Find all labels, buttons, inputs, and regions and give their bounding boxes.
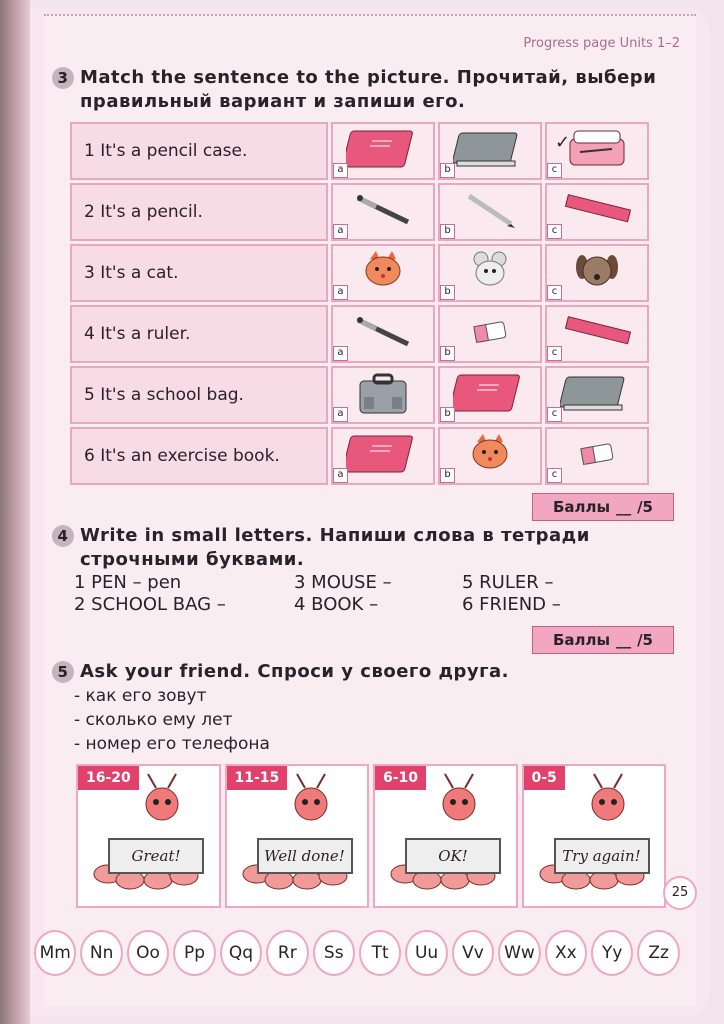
picture-option-c[interactable] xyxy=(545,305,649,363)
alphabet-letter: Tt xyxy=(359,930,401,976)
praise-sign: Great! xyxy=(108,838,204,874)
ex3-number: 3 xyxy=(52,67,74,89)
caterpillar-icon xyxy=(524,766,667,906)
score-panel xyxy=(373,764,518,908)
mouse-icon xyxy=(453,249,527,297)
alphabet-letter: Vv xyxy=(452,930,494,976)
picture-option-c[interactable] xyxy=(545,427,649,485)
score-panel xyxy=(76,764,221,908)
sentence-cell: 4 It's a ruler. xyxy=(70,305,328,363)
match-row xyxy=(70,427,660,485)
eraser-icon xyxy=(453,310,527,358)
picture-option-c[interactable] xyxy=(545,244,649,302)
notebook-icon xyxy=(346,432,420,480)
notebook-icon xyxy=(346,127,420,175)
score-panel xyxy=(225,764,370,908)
alphabet-letter: Mm xyxy=(34,930,76,976)
picture-option-b[interactable] xyxy=(438,183,542,241)
pencil-case-icon xyxy=(560,127,634,175)
ex3-title-line1: Match the sentence to the picture. Прочитай, выбери xyxy=(80,67,657,88)
picture-option-a[interactable] xyxy=(331,427,435,485)
bullet-item: - сколько ему лет xyxy=(74,710,233,730)
praise-sign: Well done! xyxy=(257,838,353,874)
alphabet-letter: Xx xyxy=(545,930,587,976)
word-6: 6 FRIEND – xyxy=(462,594,561,615)
book-spine xyxy=(0,0,30,1024)
score-range: 0-5 xyxy=(524,766,565,790)
option-label: b xyxy=(440,285,455,300)
checkmark-icon: ✓ xyxy=(555,132,571,153)
picture-option-c[interactable] xyxy=(545,122,649,180)
ruler-icon xyxy=(560,188,634,236)
word-2: 2 SCHOOL BAG – xyxy=(74,594,226,615)
sentence-cell: 2 It's a pencil. xyxy=(70,183,328,241)
praise-sign: Try again! xyxy=(554,838,650,874)
option-label: a xyxy=(333,407,348,422)
pen-icon xyxy=(346,188,420,236)
score-blank: __ xyxy=(616,631,632,649)
ex4-number: 4 xyxy=(52,525,74,547)
score-range: 16-20 xyxy=(78,766,139,790)
alphabet-letter: Uu xyxy=(405,930,447,976)
score-range: 6-10 xyxy=(375,766,426,790)
book-icon xyxy=(453,127,527,175)
picture-option-a[interactable] xyxy=(331,366,435,424)
match-row xyxy=(70,122,660,180)
score-label: Баллы xyxy=(552,631,611,649)
school-bag-icon xyxy=(346,371,420,419)
alphabet-letter: Pp xyxy=(173,930,215,976)
eraser-icon xyxy=(560,432,634,480)
picture-option-b[interactable] xyxy=(438,305,542,363)
bullet-list xyxy=(74,684,270,756)
picture-option-b[interactable] xyxy=(438,244,542,302)
bullet-item: - как его зовут xyxy=(74,686,207,706)
match-grid xyxy=(70,122,660,488)
alphabet-letter: Oo xyxy=(127,930,169,976)
ex5-title-text: Ask your friend. Спроси у своего друга. xyxy=(80,661,509,682)
option-label: b xyxy=(440,407,455,422)
score-range: 11-15 xyxy=(227,766,288,790)
picture-option-b[interactable] xyxy=(438,427,542,485)
option-label: b xyxy=(440,468,455,483)
option-label: c xyxy=(547,285,562,300)
option-label: a xyxy=(333,468,348,483)
ex4-title xyxy=(52,524,590,548)
sentence-cell: 3 It's a cat. xyxy=(70,244,328,302)
match-row xyxy=(70,366,660,424)
pencil-icon xyxy=(453,188,527,236)
ex4-title-line2: строчными буквами. xyxy=(80,549,305,570)
sentence-cell: 1 It's a pencil case. xyxy=(70,122,328,180)
notebook-icon xyxy=(453,371,527,419)
praise-sign: OK! xyxy=(405,838,501,874)
sentence-cell: 5 It's a school bag. xyxy=(70,366,328,424)
caterpillar-icon xyxy=(375,766,518,906)
word-3: 3 MOUSE – xyxy=(294,572,392,593)
option-label: c xyxy=(547,346,562,361)
bullet-item: - номер его телефона xyxy=(74,734,270,754)
score-total: /5 xyxy=(637,498,653,516)
ex3-title xyxy=(52,66,656,90)
option-label: b xyxy=(440,224,455,239)
cat-icon xyxy=(453,432,527,480)
word-4: 4 BOOK – xyxy=(294,594,379,615)
option-label: a xyxy=(333,224,348,239)
match-row xyxy=(70,305,660,363)
dog-icon xyxy=(560,249,634,297)
caterpillar-icon xyxy=(227,766,370,906)
alphabet-letter: Nn xyxy=(80,930,122,976)
score-panel xyxy=(522,764,667,908)
cat-icon xyxy=(346,249,420,297)
picture-option-c[interactable] xyxy=(545,366,649,424)
match-row xyxy=(70,183,660,241)
picture-option-a[interactable] xyxy=(331,244,435,302)
option-label: a xyxy=(333,163,348,178)
ex3-score-box[interactable] xyxy=(532,493,674,521)
option-label: c xyxy=(547,224,562,239)
alphabet-letter: Yy xyxy=(591,930,633,976)
option-label: b xyxy=(440,163,455,178)
option-label: c xyxy=(547,468,562,483)
ex4-title-line1: Write in small letters. Напиши слова в тетради xyxy=(80,525,590,546)
ex4-score-box[interactable] xyxy=(532,626,674,654)
picture-option-a[interactable] xyxy=(331,122,435,180)
alphabet-letter: Ss xyxy=(313,930,355,976)
option-label: c xyxy=(547,407,562,422)
score-label: Баллы xyxy=(552,498,611,516)
option-label: a xyxy=(333,285,348,300)
ruler-icon xyxy=(560,310,634,358)
alphabet-letter: Ww xyxy=(498,930,540,976)
ex3-title-line2: правильный вариант и запиши его. xyxy=(80,91,466,112)
ex5-number: 5 xyxy=(52,661,74,683)
match-row xyxy=(70,244,660,302)
picture-option-b[interactable] xyxy=(438,122,542,180)
alphabet-strip xyxy=(34,930,680,980)
picture-option-b[interactable] xyxy=(438,366,542,424)
option-label: c xyxy=(547,163,562,178)
picture-option-a[interactable] xyxy=(331,305,435,363)
score-blank: __ xyxy=(616,498,632,516)
score-panels xyxy=(76,764,666,908)
book-icon xyxy=(560,371,634,419)
alphabet-letter: Rr xyxy=(266,930,308,976)
page-number: 25 xyxy=(663,876,697,910)
picture-option-a[interactable] xyxy=(331,183,435,241)
sentence-cell: 6 It's an exercise book. xyxy=(70,427,328,485)
page-header: Progress page Units 1–2 xyxy=(523,36,680,51)
pen-icon xyxy=(346,310,420,358)
picture-option-c[interactable] xyxy=(545,183,649,241)
alphabet-letter: Qq xyxy=(220,930,262,976)
option-label: a xyxy=(333,346,348,361)
word-1: 1 PEN – pen xyxy=(74,572,182,593)
score-total: /5 xyxy=(637,631,653,649)
option-label: b xyxy=(440,346,455,361)
ex5-title xyxy=(52,660,509,684)
word-5: 5 RULER – xyxy=(462,572,554,593)
alphabet-letter: Zz xyxy=(637,930,679,976)
caterpillar-icon xyxy=(78,766,221,906)
